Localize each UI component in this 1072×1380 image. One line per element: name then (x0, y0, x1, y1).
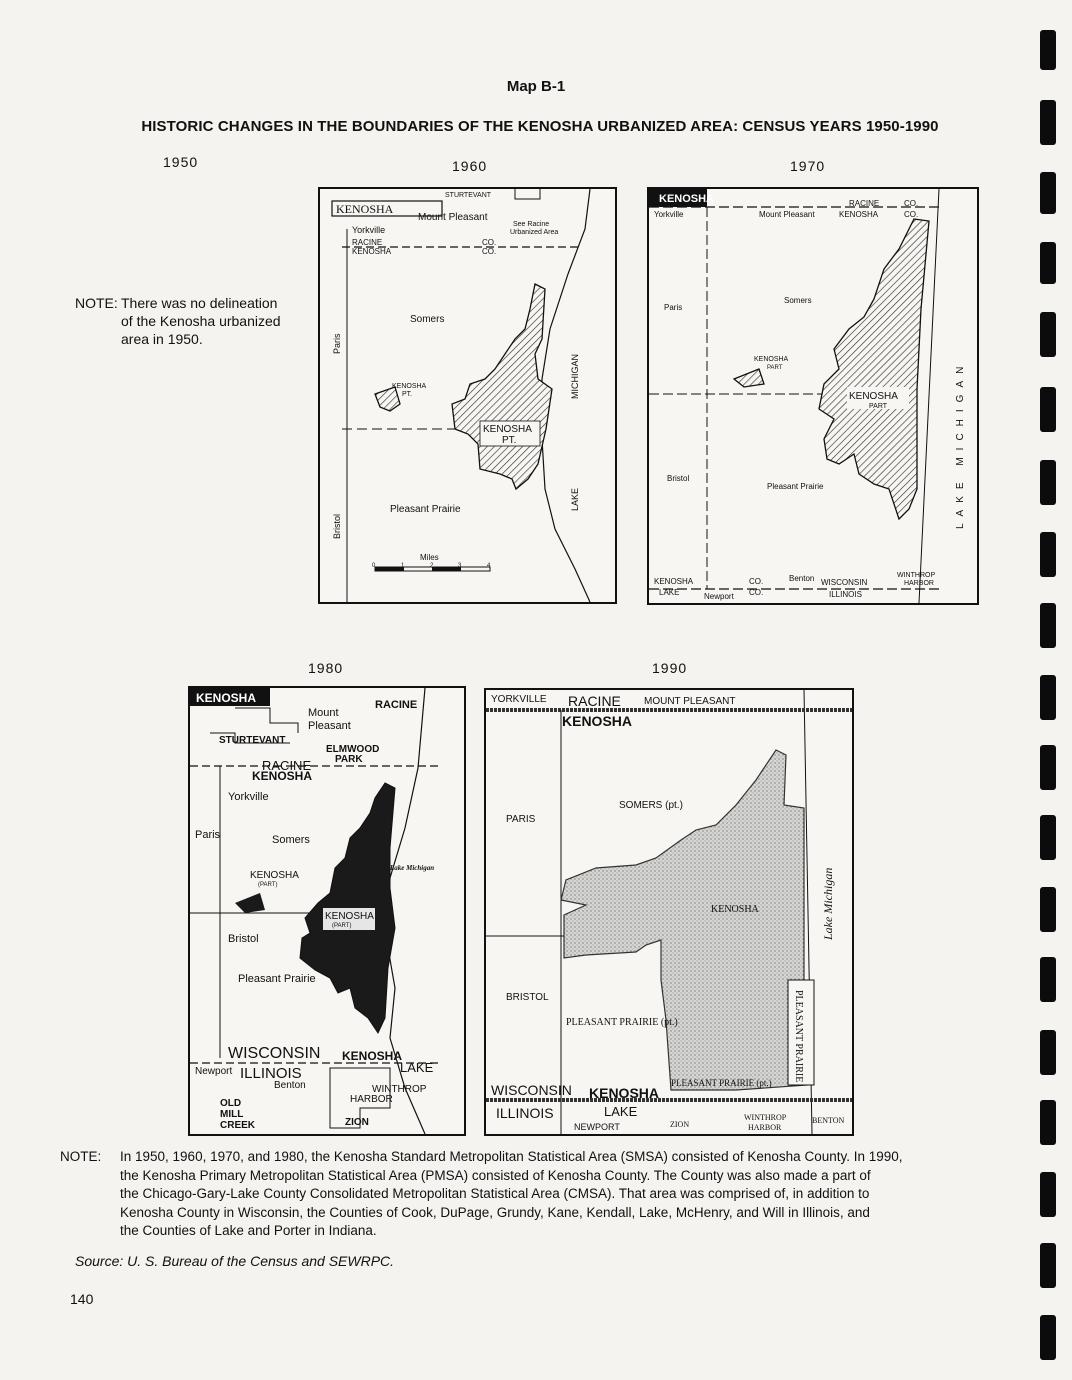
kenosha-county-label: KENOSHA (562, 713, 633, 729)
binder-tab (1040, 1315, 1056, 1360)
urbanized-area-1970 (819, 219, 929, 519)
kenosha-part-small-label: KENOSHA (250, 870, 299, 881)
zion-label: ZION (345, 1117, 369, 1128)
park-label: PARK (335, 754, 363, 765)
kenosha-county-label: KENOSHA (252, 769, 313, 783)
kenosha-county-bottom-label: KENOSHA (342, 1049, 403, 1063)
pleasant-prairie-pt-label: PLEASANT PRAIRIE (pt.) (671, 1078, 772, 1088)
michigan-label: MICHIGAN (570, 354, 580, 399)
see-racine-label: See Racine (513, 221, 550, 228)
map-1990 (484, 688, 854, 1136)
bristol-label: Bristol (228, 933, 259, 945)
binder-tab (1040, 1100, 1056, 1145)
pleasant-prairie-label: PLEASANT PRAIRIE (pt.) (566, 1017, 678, 1028)
note-line: the Kenosha Primary Metropolitan Statistical Area (PMSA) consisted of Kenosha County. The County was also made a part of (120, 1167, 871, 1183)
map-title: Map B-1 (506, 78, 566, 95)
kenosha-part-small-area (734, 369, 764, 387)
benton-label: Benton (274, 1080, 306, 1091)
kenosha-pt-small-label: PT. (402, 391, 413, 398)
binder-tab (1040, 745, 1056, 790)
illinois-label: ILLINOIS (496, 1105, 554, 1121)
scale-tick: 2 (430, 563, 434, 569)
paris-label: Paris (664, 303, 683, 312)
harbor-label: HARBOR (904, 580, 934, 587)
year-label-1950: 1950 (163, 154, 199, 170)
co-label: CO. (482, 247, 497, 256)
somers-label: Somers (410, 314, 445, 325)
benton-label: BENTON (812, 1116, 845, 1125)
harbor-label: HARBOR (748, 1123, 782, 1132)
newport-label: Newport (195, 1066, 233, 1077)
mount-pleasant-label: Mount Pleasant (759, 210, 815, 219)
winthrop-label: WINTHROP (897, 572, 936, 579)
main-title: HISTORIC CHANGES IN THE BOUNDARIES OF THE KENOSHA URBANIZED AREA: CENSUS YEARS 1950-1990 (141, 118, 939, 135)
scale-tick: 3 (458, 563, 462, 569)
racine-county-label: RACINE (262, 758, 312, 773)
kenosha-part-small-label: PART (767, 365, 783, 371)
scale-tick: 1 (401, 563, 405, 569)
map-1960 (318, 187, 617, 604)
pleasant-prairie-vertical-label: PLEASANT PRAIRIE (793, 990, 804, 1083)
kenosha-part-small-label: (PART) (258, 882, 278, 888)
kenosha-part-label: (PART) (332, 923, 352, 929)
benton-label: Benton (789, 574, 815, 583)
mount-pleasant-label: MOUNT PLEASANT (644, 696, 736, 707)
mount-label: Mount (308, 707, 339, 719)
winthrop-label: WINTHROP (372, 1084, 427, 1095)
mill-label: MILL (220, 1109, 244, 1120)
co-label: CO. (904, 210, 919, 219)
binder-tab (1040, 312, 1056, 357)
urbanized-area-1960 (452, 284, 552, 489)
binder-tab (1040, 815, 1056, 860)
kenosha-part-small-area (235, 893, 265, 913)
note-line: the Counties of Lake and Porter in Indiana. (120, 1223, 377, 1238)
mount-pleasant-label: Mount Pleasant (418, 212, 488, 223)
yorkville-label: Yorkville (654, 210, 684, 219)
illinois-label: ILLINOIS (240, 1065, 302, 1082)
urbanized-area-1990 (561, 750, 808, 1090)
binder-tab (1040, 172, 1056, 214)
co-label: CO. (904, 199, 919, 208)
note-line: There was no delineation (121, 295, 278, 311)
lake-michigan-label: Lake Michigan (821, 867, 835, 940)
binder-tab (1040, 1030, 1056, 1075)
binder-tab (1040, 675, 1056, 720)
note-label: NOTE: (75, 295, 118, 311)
kenosha-city-label: KENOSHA (711, 904, 759, 915)
scale-miles-label: Miles (420, 553, 439, 562)
lake-michigan-label: Lake Michigan (390, 864, 435, 872)
co-label: CO. (749, 577, 764, 586)
kenosha-part-label: PART (869, 403, 888, 410)
kenosha-county-label: KENOSHA (839, 210, 879, 219)
kenosha-part-small-label: KENOSHA (754, 356, 789, 363)
racine-county-label: RACINE (568, 693, 621, 709)
binder-tab (1040, 460, 1056, 505)
page-number: 140 (70, 1291, 94, 1307)
wisconsin-label: WISCONSIN (821, 578, 868, 587)
kenosha-pt-label: KENOSHA (483, 424, 532, 435)
source-line: Source: U. S. Bureau of the Census and SEWRPC. (75, 1253, 395, 1269)
year-label-1990: 1990 (652, 660, 688, 676)
wisconsin-label: WISCONSIN (491, 1082, 572, 1098)
note-1950 (75, 294, 295, 348)
binder-tab (1040, 242, 1056, 284)
year-label-1970: 1970 (790, 158, 826, 174)
illinois-label: ILLINOIS (829, 590, 862, 599)
paris-label: PARIS (506, 814, 536, 825)
somers-label: SOMERS (pt.) (619, 800, 683, 811)
winthrop-label: WINTHROP (744, 1113, 787, 1122)
racine-county-label: RACINE (849, 199, 880, 208)
sturtevant-label: STURTEVANT (219, 735, 286, 746)
kenosha-pt-label: PT. (502, 435, 517, 446)
note-line: area in 1950. (121, 331, 203, 347)
kenosha-box-label: KENOSHA (336, 202, 394, 216)
co-label: CO. (749, 588, 764, 597)
note-line: the Chicago-Gary-Lake County Consolidated Metropolitan Statistical Area (CMSA). That area was comprised of, in addition to (120, 1186, 870, 1201)
kenosha-title: KENOSHA (659, 193, 715, 205)
note-line: In 1950, 1960, 1970, and 1980, the Kenosha Standard Metropolitan Statistical Area (SMSA) consisted of Kenosha County. In 1990, (120, 1149, 903, 1164)
binder-tab (1040, 887, 1056, 932)
pleasant-prairie-label: Pleasant Prairie (390, 504, 461, 515)
binder-tab (1040, 532, 1056, 577)
newport-label: NEWPORT (574, 1122, 620, 1132)
lake-county-label: LAKE (604, 1104, 638, 1119)
pleasant-prairie-label: Pleasant Prairie (767, 482, 824, 491)
kenosha-county-bottom-label: KENOSHA (589, 1085, 660, 1101)
scale-tick: 0 (372, 563, 376, 569)
harbor-label: HARBOR (350, 1094, 393, 1105)
kenosha-county-label: KENOSHA (352, 247, 392, 256)
note-line: Kenosha County in Wisconsin, the Counties of Cook, DuPage, Grundy, Kane, Kendall, Lake, McHenry, and Will in Illinois, and (120, 1204, 870, 1220)
binder-tab (1040, 957, 1056, 1002)
binder-tab (1040, 1172, 1056, 1217)
kenosha-pt-small-area (375, 387, 400, 411)
old-label: OLD (220, 1098, 242, 1109)
year-label-1980: 1980 (308, 660, 344, 676)
bristol-label: Bristol (667, 474, 690, 483)
elmwood-label: ELMWOOD (326, 744, 380, 755)
paris-label: Paris (332, 333, 342, 354)
somers-label: Somers (272, 834, 310, 846)
binder-tab (1040, 100, 1056, 145)
yorkville-label: Yorkville (228, 791, 269, 803)
lake-michigan-label: LAKE MICHIGAN (955, 359, 966, 529)
lake-label: LAKE (570, 487, 580, 511)
kenosha-county-bottom-label: KENOSHA (654, 577, 694, 586)
zion-label: ZION (670, 1120, 690, 1129)
binder-tab (1040, 30, 1056, 70)
sturtevant-label: STURTEVANT (445, 192, 492, 199)
wisconsin-label: WISCONSIN (228, 1045, 321, 1062)
note-label: NOTE: (60, 1149, 102, 1164)
urbanized-area-label: Urbanized Area (510, 229, 559, 236)
racine-city-label: RACINE (375, 699, 418, 711)
binder-tab (1040, 387, 1056, 432)
binder-tab (1040, 603, 1056, 648)
kenosha-part-label: KENOSHA (849, 391, 898, 402)
pleasant-prairie-label: Pleasant Prairie (238, 973, 316, 985)
kenosha-title: KENOSHA (196, 691, 257, 705)
map-1970 (647, 187, 979, 605)
bottom-note (60, 1148, 975, 1241)
bristol-label: Bristol (332, 513, 342, 539)
paris-label: Paris (195, 829, 221, 841)
kenosha-part-label: KENOSHA (325, 911, 374, 922)
creek-label: CREEK (220, 1120, 256, 1131)
pleasant-label: Pleasant (308, 720, 351, 732)
map-1980 (188, 686, 466, 1136)
scale-tick: 4 (487, 563, 491, 569)
lake-county-label: LAKE (400, 1060, 434, 1075)
binder-tab (1040, 1243, 1056, 1288)
somers-label: Somers (784, 296, 812, 305)
yorkville-label: Yorkville (352, 225, 386, 235)
year-label-1960: 1960 (452, 158, 488, 174)
yorkville-label: YORKVILLE (491, 694, 547, 705)
note-line: of the Kenosha urbanized (121, 313, 281, 329)
newport-label: Newport (704, 592, 734, 601)
racine-county-label: RACINE (352, 238, 383, 247)
kenosha-pt-small-label: KENOSHA (392, 383, 427, 390)
bristol-label: BRISTOL (506, 992, 549, 1003)
co-label: CO. (482, 238, 497, 247)
lake-county-label: LAKE (659, 588, 680, 597)
